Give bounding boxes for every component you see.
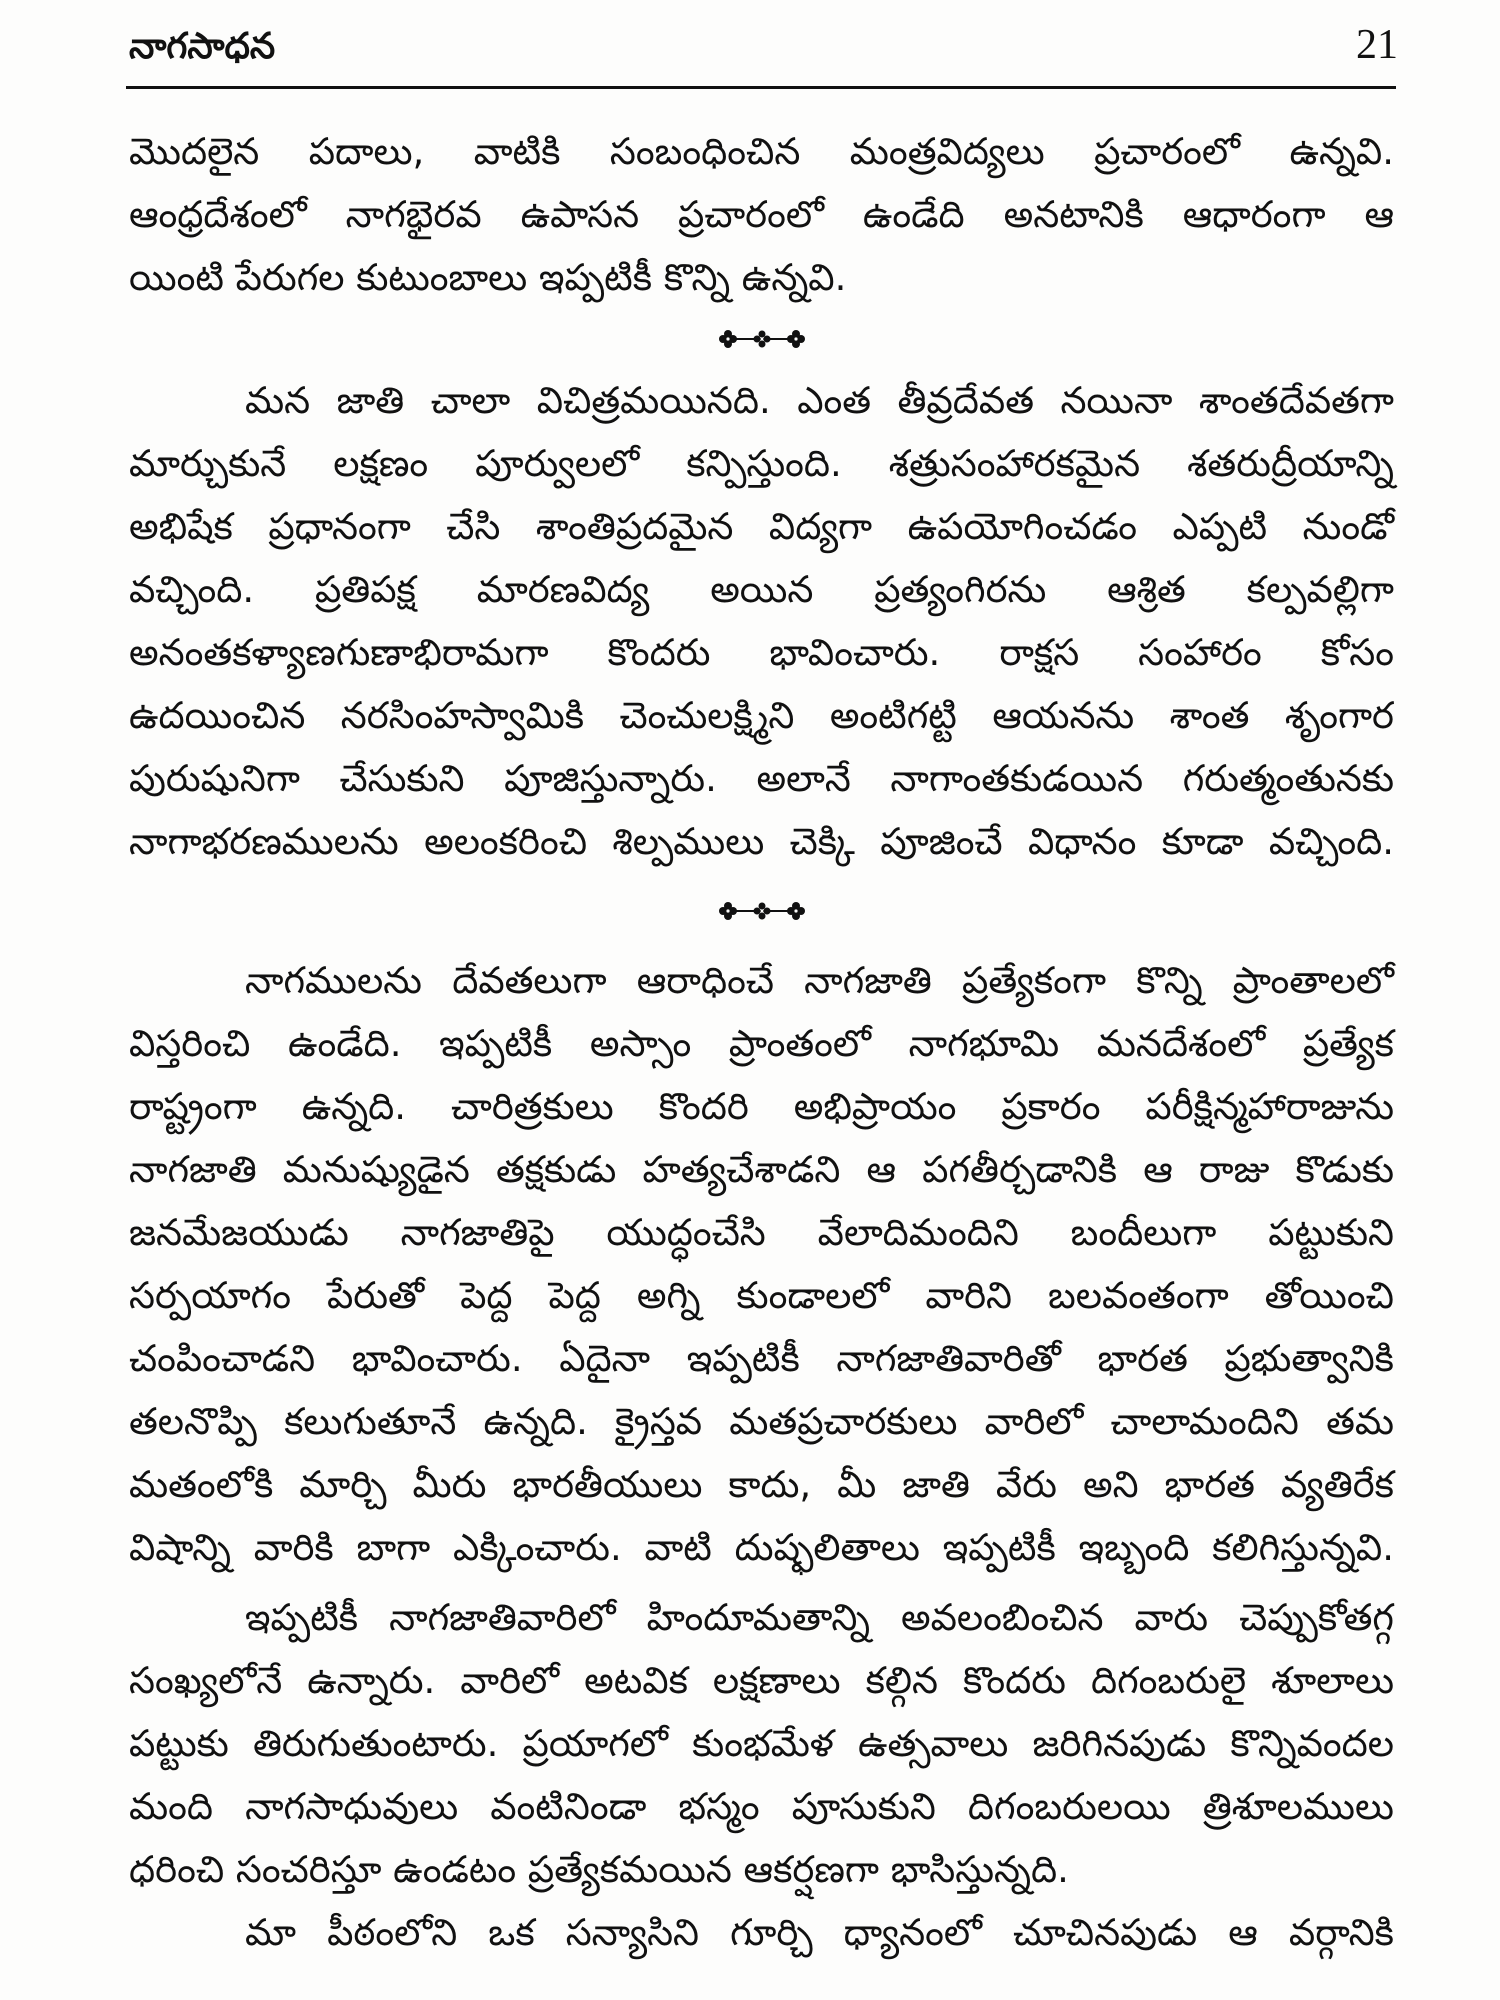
text-line: మంది నాగసాధువులు వంటినిండా భస్మం పూసుకుని దిగంబరులయి త్రిశూలములు	[129, 1785, 1394, 1828]
paragraph-3	[129, 949, 1394, 1579]
text-line: తలనొప్పి కలుగుతూనే ఉన్నది. క్రైస్తవ మతప్రచారకులు వారిలో చాలామందిని తమ	[129, 1400, 1394, 1443]
paragraph-1	[129, 120, 1394, 309]
text-line: సంఖ్యలోనే ఉన్నారు. వారిలో అటవిక లక్షణాలు కల్గిన కొందరు దిగంబరులై శూలాలు	[129, 1659, 1394, 1702]
text-line: పట్టుకు తిరుగుతుంటారు. ప్రయాగలో కుంభమేళ ఉత్సవాలు జరిగినపుడు కొన్నివందల	[129, 1722, 1394, 1765]
paragraph-4	[129, 1586, 1394, 1901]
text-line: నాగాభరణములను అలంకరించి శిల్పములు చెక్కి పూజించే విధానం కూడా వచ్చింది.	[129, 820, 1394, 863]
text-line: ఆంధ్రదేశంలో నాగభైరవ ఉపాసన ప్రచారంలో ఉండేది అనటానికి ఆధారంగా ఆ	[129, 193, 1394, 236]
text-line: నాగములను దేవతలుగా ఆరాధించే నాగజాతి ప్రత్యేకంగా కొన్ని ప్రాంతాలలో	[245, 959, 1394, 1002]
header-rule	[126, 86, 1396, 89]
text-line: ధరించి సంచరిస్తూ ఉండటం ప్రత్యేకమయిన ఆకర్షణగా భాసిస్తున్నది.	[129, 1848, 1069, 1891]
text-line: వచ్చింది. ప్రతిపక్ష మారణవిద్య అయిన ప్రత్యంగిరను ఆశ్రిత కల్పవల్లిగా	[129, 568, 1394, 611]
text-line: పురుషునిగా చేసుకుని పూజిస్తున్నారు. అలానే నాగాంతకుడయిన గరుత్మంతునకు	[129, 757, 1394, 800]
text-line: నాగజాతి మనుష్యుడైన తక్షకుడు హత్యచేశాడని ఆ పగతీర్చడానికి ఆ రాజు కొడుకు	[129, 1148, 1394, 1191]
paragraph-2	[129, 369, 1394, 873]
text-line: అనంతకళ్యాణగుణాభిరామగా కొందరు భావించారు. రాక్షస సంహారం కోసం	[129, 631, 1394, 674]
text-line: మన జాతి చాలా విచిత్రమయినది. ఎంత తీవ్రదేవత నయినా శాంతదేవతగా	[245, 379, 1394, 422]
text-line: మార్చుకునే లక్షణం పూర్వులలో కన్పిస్తుంది. శత్రుసంహారకమైన శతరుద్రీయాన్ని	[129, 442, 1394, 485]
body-text	[129, 120, 1394, 1964]
fleuron-icon	[712, 895, 812, 927]
text-line: మా పీఠంలోని ఒక సన్యాసిని గూర్చి ధ్యానంలో చూచినపుడు ఆ వర్గానికి	[245, 1911, 1394, 1954]
text-line: రాష్ట్రంగా ఉన్నది. చారిత్రకులు కొందరి అభిప్రాయం ప్రకారం పరీక్షిన్మహారాజును	[129, 1085, 1394, 1128]
text-line: విస్తరించి ఉండేది. ఇప్పటికీ అస్సాం ప్రాంతంలో నాగభూమి మనదేశంలో ప్రత్యేక	[129, 1022, 1394, 1065]
text-line: అభిషేక ప్రధానంగా చేసి శాంతిప్రదమైన విద్యగా ఉపయోగించడం ఎప్పటి నుండో	[129, 505, 1394, 548]
text-line: ఉదయించిన నరసింహస్వామికి చెంచులక్ష్మిని అంటిగట్టి ఆయనను శాంత శృంగార	[129, 694, 1394, 737]
text-line: సర్పయాగం పేరుతో పెద్ద పెద్ద అగ్ని కుండాలలో వారిని బలవంతంగా తోయించి	[129, 1274, 1394, 1317]
ornament-divider	[129, 873, 1394, 949]
text-line: చంపించాడని భావించారు. ఏదైనా ఇప్పటికీ నాగజాతివారితో భారత ప్రభుత్వానికి	[129, 1337, 1394, 1380]
text-line: మొదలైన పదాలు, వాటికి సంబంధించిన మంత్రవిద్యలు ప్రచారంలో ఉన్నవి.	[129, 130, 1394, 173]
text-line: మతంలోకి మార్చి మీరు భారతీయులు కాదు, మీ జాతి వేరు అని భారత వ్యతిరేక	[129, 1463, 1394, 1506]
ornament-divider	[129, 309, 1394, 369]
running-head-title: నాగసాధన	[129, 26, 276, 67]
text-line: విషాన్ని వారికి బాగా ఎక్కించారు. వాటి దుష్ఫలితాలు ఇప్పటికీ ఇబ్బంది కలిగిస్తున్నవి.	[129, 1526, 1394, 1569]
paragraph-5	[129, 1901, 1394, 1964]
fleuron-icon	[712, 323, 812, 355]
text-line: యింటి పేరుగల కుటుంబాలు ఇప్పటికీ కొన్ని ఉన్నవి.	[129, 256, 847, 299]
text-line: ఇప్పటికీ నాగజాతివారిలో హిందూమతాన్ని అవలంబించిన వారు చెప్పుకోతగ్గ	[245, 1596, 1394, 1639]
text-line: జనమేజయుడు నాగజాతిపై యుద్ధంచేసి వేలాదిమందిని బందీలుగా పట్టుకుని	[129, 1211, 1394, 1254]
page-number: 21	[1356, 22, 1398, 68]
